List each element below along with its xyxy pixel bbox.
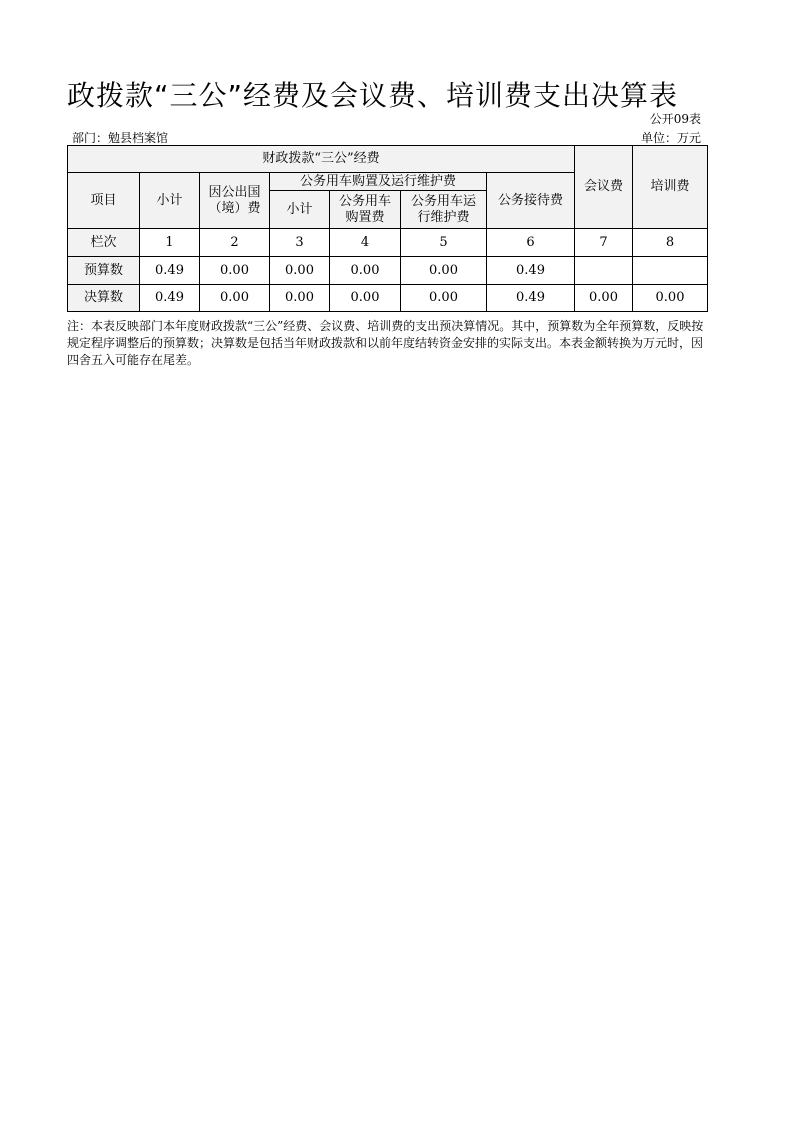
department-label: 部门：勉县档案馆 <box>72 131 169 145</box>
header-abroad <box>200 173 270 229</box>
index-cell: 3 <box>270 229 330 257</box>
header-purchase-line2: 购置费 <box>345 209 385 225</box>
value-cell: 0.00 <box>330 285 401 312</box>
value-cell: 0.00 <box>633 285 708 312</box>
value-cell: 0.00 <box>401 257 487 285</box>
header-meeting: 会议费 <box>575 146 633 229</box>
row-label-budget: 预算数 <box>68 257 140 285</box>
header-vehicle-subtotal: 小计 <box>270 191 330 229</box>
header-purchase-line1: 公务用车 <box>338 193 391 209</box>
header-operation-line1: 公务用车运 <box>410 193 476 209</box>
header-vehicle-purchase <box>330 191 401 229</box>
value-cell <box>633 257 708 285</box>
header-vehicle-operation <box>401 191 487 229</box>
expenditure-table <box>67 145 708 312</box>
value-cell: 0.00 <box>270 257 330 285</box>
footnote: 注：本表反映部门本年度财政拨款“三公”经费、会议费、培训费的支出预决算情况。其中，预算数为全年预算数，反映按规定程序调整后的预算数；决算数是包括当年财政拨款和以前年度结转资金安排的实际支出。本表金额转换为万元时，因四舍五入可能存在尾差。 <box>67 319 704 367</box>
header-item: 项目 <box>68 173 140 229</box>
index-row-label: 栏次 <box>68 229 140 257</box>
header-abroad-line2: （境）费 <box>208 200 261 216</box>
row-label-final: 决算数 <box>68 285 140 312</box>
header-operation-line2: 行维护费 <box>417 209 470 225</box>
table-row <box>68 285 708 312</box>
index-cell: 6 <box>487 229 575 257</box>
header-abroad-line1: 因公出国 <box>208 184 261 200</box>
index-cell: 8 <box>633 229 708 257</box>
value-cell: 0.00 <box>200 285 270 312</box>
header-reception: 公务接待费 <box>487 173 575 229</box>
header-sangong-group: 财政拨款“三公”经费 <box>68 146 575 173</box>
value-cell: 0.00 <box>401 285 487 312</box>
header-training: 培训费 <box>633 146 708 229</box>
value-cell: 0.49 <box>487 285 575 312</box>
table-row <box>68 257 708 285</box>
value-cell: 0.00 <box>270 285 330 312</box>
value-cell: 0.00 <box>330 257 401 285</box>
index-cell: 4 <box>330 229 401 257</box>
header-subtotal: 小计 <box>140 173 200 229</box>
index-cell: 7 <box>575 229 633 257</box>
index-cell: 2 <box>200 229 270 257</box>
report-title: 政拨款“三公”经费及会议费、培训费支出决算表 <box>67 79 679 112</box>
value-cell: 0.49 <box>140 257 200 285</box>
index-cell: 5 <box>401 229 487 257</box>
index-cell: 1 <box>140 229 200 257</box>
value-cell: 0.00 <box>200 257 270 285</box>
unit-label: 单位：万元 <box>640 131 701 145</box>
form-number: 公开09表 <box>649 112 701 126</box>
header-vehicle-group: 公务用车购置及运行维护费 <box>270 173 487 191</box>
value-cell <box>575 257 633 285</box>
value-cell: 0.49 <box>140 285 200 312</box>
value-cell: 0.00 <box>575 285 633 312</box>
value-cell: 0.49 <box>487 257 575 285</box>
